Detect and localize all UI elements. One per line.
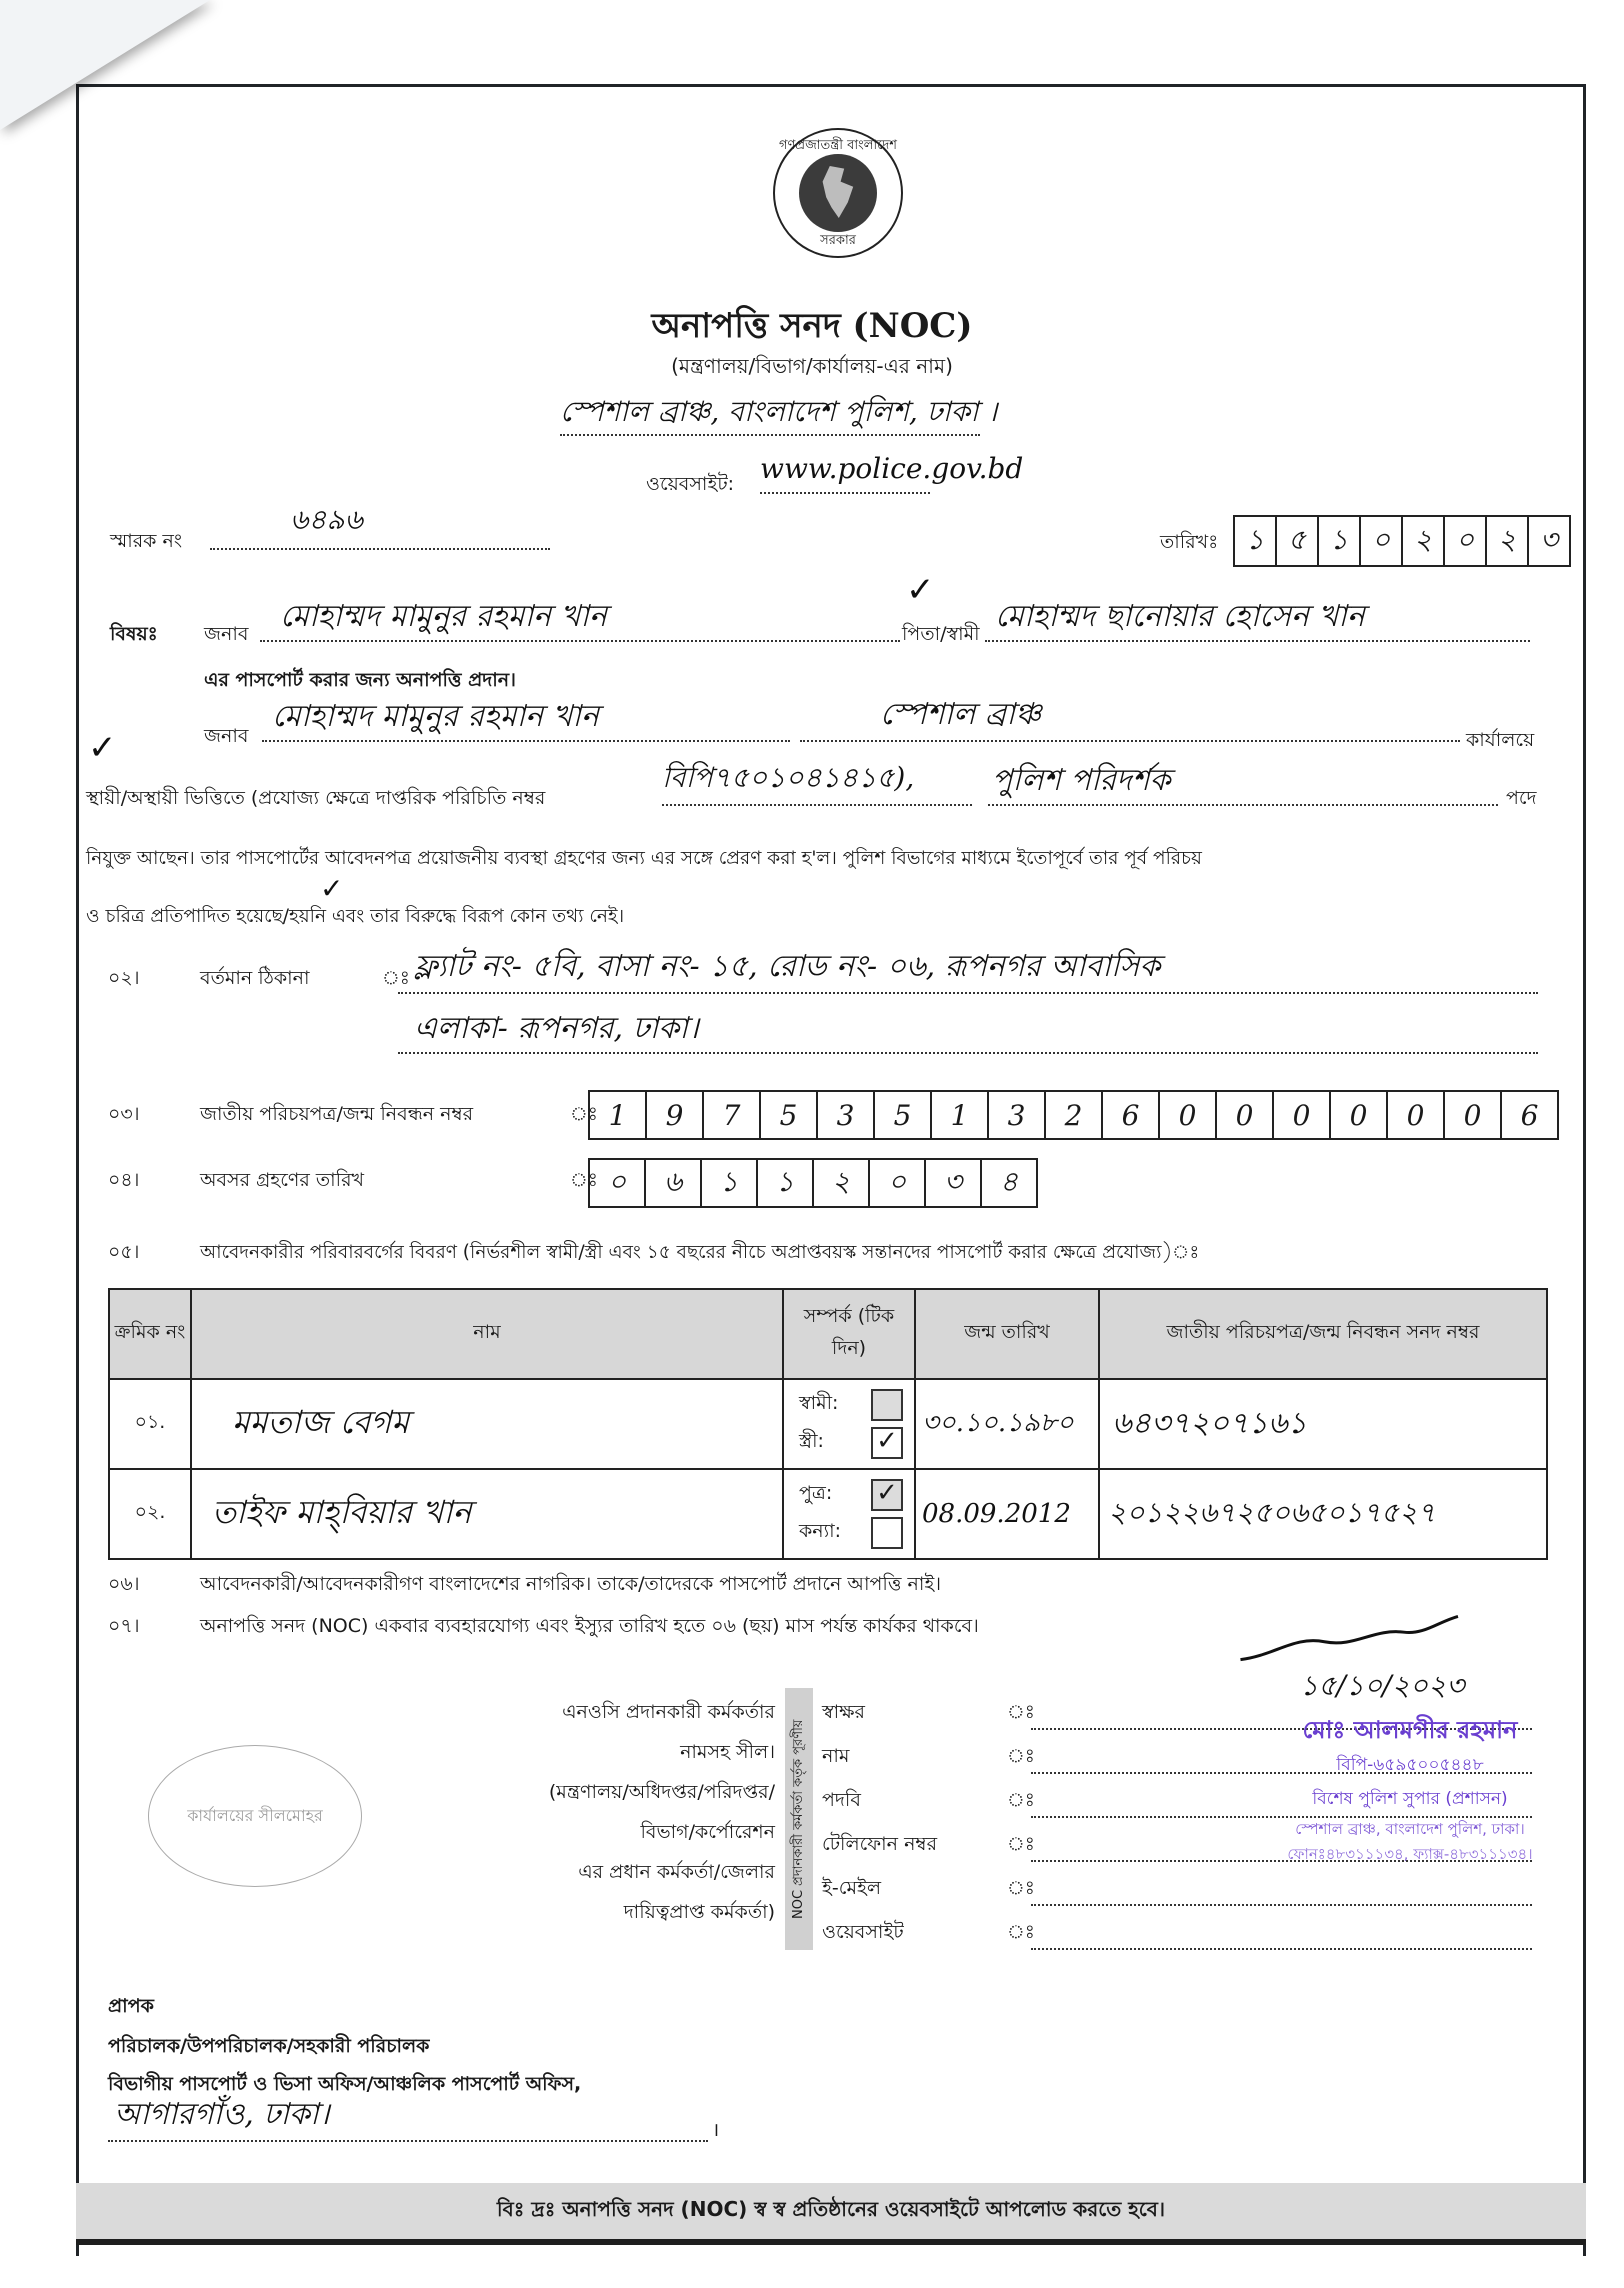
signatory-field-row — [822, 1862, 1542, 1906]
date-label: তারিখঃ — [1160, 531, 1219, 553]
footer-note — [76, 2183, 1586, 2245]
footer-text: বিঃ দ্রঃ অনাপত্তি সনদ (NOC) স্ব স্ব প্রতিষ্ঠানের ওয়েবসাইটে আপলোড করতে হবে। — [496, 2196, 1166, 2221]
office-seal-text: কার্যালয়ের সীলমোহর — [187, 1805, 323, 1825]
nid-colon: ঃ — [570, 1103, 598, 1125]
father-name-field — [985, 600, 1530, 642]
note-7-text: অনাপত্তি সনদ (NOC) একবার ব্যবহারযোগ্য এবং ইস্যুর তারিখ হতে ০৬ (ছয়) মাস পর্যন্ত কার্যকর থাকবে। — [200, 1615, 979, 1637]
signatory-field-input[interactable] — [1031, 1928, 1532, 1950]
nid-label: জাতীয় পরিচয়পত্র/জন্ম নিবন্ধন নম্বর — [200, 1103, 474, 1125]
designation-field — [988, 763, 1498, 806]
family-label: আবেদনকারীর পরিবারবর্গের বিবরণ (নির্ভরশীল স্বামী/স্ত্রী এবং ১৫ বছরের নীচে অপ্রাপ্তবয়স্ক সন্তানদের পাসপোর্ট করার ক্ষেত্রে প্রযোজ্য)ঃ — [200, 1242, 1200, 1263]
applicant-name-field — [260, 600, 900, 642]
address-line1-field — [398, 949, 1538, 994]
check-mark-icon: ✓ — [88, 728, 117, 768]
address-line1: ফ্ল্যাট নং- ৫বি, বাসা নং- ১৫, রোড নং- ০৬, রূপনগর আবাসিক — [414, 949, 1161, 984]
row-dob: 08.09.2012 — [915, 1469, 1099, 1559]
digit-box: 0 — [1217, 1092, 1274, 1138]
table-row — [109, 1379, 1547, 1469]
officer-name: মোহাম্মদ মামুনুর রহমান খান — [272, 699, 599, 734]
signatory-field-colon: ঃ — [1007, 1701, 1035, 1723]
note-7-number: ০৭। — [108, 1615, 140, 1637]
memo-field — [210, 503, 550, 550]
officer-stamp — [1210, 1712, 1610, 1868]
digit-box: 6 — [1520, 1098, 1539, 1132]
digit-box: ২ — [1403, 517, 1445, 565]
row-id: ২০১২২৬৭২৫০৬৫০১৭৫২৭ — [1099, 1469, 1547, 1559]
signatory-field-colon: ঃ — [1007, 1745, 1035, 1767]
stamp-phone: ফোনঃ৪৮৩১১১৩৪, ফ্যাক্স-৪৮৩১১১৩৪। — [1287, 1845, 1533, 1863]
father-name: মোহাম্মদ ছানোয়ার হোসেন খান — [995, 599, 1365, 634]
digit-box: 0 — [1274, 1092, 1331, 1138]
digit-box: ৬ — [646, 1160, 702, 1206]
office-suffix: কার্যালয়ে — [1466, 729, 1535, 751]
digit-box: 0 — [1160, 1092, 1217, 1138]
signatory-field-label: পদবি — [822, 1789, 861, 1811]
digit-box: 6 — [1103, 1092, 1160, 1138]
signatory-line: বিভাগ/কর্পোরেশন — [640, 1821, 775, 1843]
address-line2-field — [398, 1012, 1538, 1054]
digit-box: ২ — [1487, 517, 1529, 565]
subject-janab-label: জনাব — [204, 623, 249, 645]
digit-box: 1 — [932, 1092, 989, 1138]
table-row — [109, 1469, 1547, 1559]
address-number: ০২। — [108, 967, 140, 989]
body-paragraph-2: ও চরিত্র প্রতিপাদিত হয়েছে/হয়নি এবং তার বিরুদ্ধে বিরূপ কোন তথ্য নেই। — [86, 906, 625, 927]
relation-label: স্বামী: — [799, 1392, 839, 1414]
check-mark-icon: ✓ — [906, 570, 935, 610]
relation-label: কন্যা: — [799, 1520, 842, 1542]
digit-box: ৩ — [1539, 522, 1559, 556]
nid-number: ০৩। — [108, 1103, 140, 1125]
stamp-office: স্পেশাল ব্রাঞ্চ, বাংলাদেশ পুলিশ, ঢাকা। — [1295, 1820, 1525, 1838]
signatory-field-row — [822, 1906, 1542, 1950]
recipient-line1: পরিচালক/উপপরিচালক/সহকারী পরিচালক — [108, 2035, 430, 2057]
col-relation: সম্পর্ক (টিক দিন) — [783, 1289, 915, 1379]
digit-box: 1 — [590, 1092, 647, 1138]
id-prefix-label: স্থায়ী/অস্থায়ী ভিত্তিতে (প্রযোজ্য ক্ষেত্রে দাপ্তরিক পরিচিতি নম্বর — [86, 787, 546, 809]
relation-label: স্ত্রী: — [799, 1430, 824, 1452]
col-id: জাতীয় পরিচয়পত্র/জন্ম নিবন্ধন সনদ নম্বর — [1099, 1289, 1547, 1379]
recipient-line3-field — [108, 2097, 708, 2142]
recipient-line3: আগারগাঁও, ঢাকা। — [114, 2097, 330, 2132]
signatory-field-label: ই-মেইল — [822, 1877, 882, 1899]
signatory-field-colon: ঃ — [1007, 1833, 1035, 1855]
page-title: অনাপত্তি সনদ (NOC) — [651, 306, 973, 346]
subject-line2: এর পাসপোর্ট করার জন্য অনাপত্তি প্রদান। — [204, 669, 516, 691]
digit-box: 3 — [818, 1092, 875, 1138]
relation-label: পুত্র: — [799, 1482, 833, 1504]
body-janab-label: জনাব — [204, 725, 249, 747]
digit-box: ০ — [870, 1160, 926, 1206]
subject-label: বিষয়ঃ — [110, 623, 158, 645]
retire-label: অবসর গ্রহণের তারিখ — [200, 1169, 365, 1191]
signature-date: ১৫/১০/২০২৩ — [1300, 1669, 1465, 1702]
nid-boxes — [588, 1090, 1559, 1140]
stamp-id: বিপি-৬৫৯৫০০৫৪৪৮ — [1336, 1755, 1484, 1775]
address-label: বর্তমান ঠিকানা — [200, 967, 310, 989]
digit-box: 0 — [1388, 1092, 1445, 1138]
applicant-name: মোহাম্মদ মামুনুর রহমান খান — [280, 599, 607, 634]
office-name-field — [560, 390, 998, 436]
digit-box: ১ — [1235, 517, 1277, 565]
page-subtitle: (মন্ত্রণালয়/বিভাগ/কার্যালয়-এর নাম) — [671, 354, 953, 378]
seal-emblem — [799, 154, 877, 232]
bangladesh-map-icon — [819, 166, 855, 218]
relation-checkbox[interactable] — [871, 1517, 903, 1549]
stamp-name: মোঃ আলমগীর রহমান — [1302, 1716, 1518, 1744]
signatory-field-colon: ঃ — [1007, 1789, 1035, 1811]
seal-top-text: গণপ্রজাতন্ত্রী বাংলাদেশ — [779, 138, 897, 153]
office-value: স্পেশাল ব্রাঞ্চ — [880, 697, 1042, 732]
recipient-label: প্রাপক — [108, 1995, 154, 2017]
signatory-field-colon: ঃ — [1007, 1921, 1035, 1943]
digit-box: ০ — [590, 1160, 646, 1206]
relation-checkbox[interactable] — [871, 1389, 903, 1421]
digit-box: ১ — [1319, 517, 1361, 565]
col-dob: জন্ম তারিখ — [915, 1289, 1099, 1379]
row-relation — [783, 1379, 915, 1469]
official-id-value: বিপি৭৫০১০৪১৪১৫), — [662, 761, 915, 794]
retirement-date-boxes — [588, 1158, 1038, 1208]
office-field — [800, 697, 1460, 742]
officer-name-field — [262, 700, 790, 742]
row-relation — [783, 1469, 915, 1559]
recipient-end: । — [712, 2119, 720, 2141]
row-name: মমতাজ বেগম — [191, 1379, 783, 1469]
designation-suffix: পদে — [1506, 787, 1537, 809]
signatory-line: (মন্ত্রণালয়/অধিদপ্তর/পরিদপ্তর/ — [548, 1781, 775, 1803]
digit-box: 7 — [704, 1092, 761, 1138]
official-id-field — [662, 761, 972, 806]
digit-box: 5 — [761, 1092, 818, 1138]
signatory-field-label: স্বাক্ষর — [822, 1701, 865, 1723]
signatory-field-colon: ঃ — [1007, 1877, 1035, 1899]
address-colon: ঃ — [382, 967, 410, 989]
note-6-text: আবেদনকারী/আবেদনকারীগণ বাংলাদেশের নাগরিক। তাকে/তাদেরকে পাসপোর্ট প্রদানে আপত্তি নাই। — [200, 1573, 942, 1595]
website-field — [760, 452, 1024, 494]
signatory-line: এর প্রধান কর্মকর্তা/জেলার — [578, 1861, 775, 1883]
memo-value: ৬৪৯৬ — [290, 503, 363, 536]
digit-box: 9 — [647, 1092, 704, 1138]
folded-corner — [0, 0, 210, 130]
office-seal-placeholder — [148, 1745, 362, 1887]
digit-box: ০ — [1445, 517, 1487, 565]
row-dob: ৩০.১০.১৯৮০ — [915, 1379, 1099, 1469]
row-id: ৬৪৩৭২০৭১৬১ — [1099, 1379, 1547, 1469]
digit-box: 3 — [989, 1092, 1046, 1138]
body-paragraph-1: নিযুক্ত আছেন। তার পাসপোর্টের আবেদনপত্র প্রয়োজনীয় ব্যবস্থা গ্রহণের জন্য এর সঙ্গে প্রেরণ করা হ'ল। পুলিশ বিভাগের মাধ্যমে ইতোপূর্বে তার পূর্ব পরিচয় — [86, 848, 1202, 869]
digit-box: ০ — [1361, 517, 1403, 565]
retire-colon: ঃ — [570, 1169, 598, 1191]
col-serial: ক্রমিক নং — [109, 1289, 191, 1379]
father-label: পিতা/স্বামী — [902, 623, 980, 645]
family-number: ০৫। — [108, 1241, 140, 1263]
digit-box: 2 — [1046, 1092, 1103, 1138]
memo-label: স্মারক নং — [110, 530, 183, 552]
row-name: তাইফ মাহ্‌বিয়ার খান — [191, 1469, 783, 1559]
relation-checkbox[interactable]: ✓ — [871, 1427, 903, 1459]
signatory-field-label: ওয়েবসাইট — [822, 1921, 904, 1943]
signatory-line: দায়িত্বপ্রাপ্ত কর্মকর্তা) — [623, 1901, 775, 1923]
retire-number: ০৪। — [108, 1169, 140, 1191]
check-mark-icon: ✓ — [320, 872, 344, 905]
family-table-header — [109, 1289, 1547, 1379]
date-boxes — [1233, 515, 1571, 567]
digit-box: ১ — [758, 1160, 814, 1206]
signatory-line: এনওসি প্রদানকারী কর্মকর্তার — [562, 1701, 775, 1723]
family-table — [108, 1288, 1548, 1560]
website-label: ওয়েবসাইট: — [646, 473, 735, 495]
col-name: নাম — [191, 1289, 783, 1379]
signatory-field-label: নাম — [822, 1745, 850, 1767]
relation-checkbox[interactable]: ✓ — [871, 1479, 903, 1511]
digit-box: ২ — [814, 1160, 870, 1206]
note-6-number: ০৬। — [108, 1573, 140, 1595]
government-seal — [773, 128, 903, 258]
digit-box: ১ — [702, 1160, 758, 1206]
signatory-field-label: টেলিফোন নম্বর — [822, 1833, 938, 1855]
designation-value: পুলিশ পরিদর্শক — [992, 763, 1171, 798]
row-serial: ০২. — [109, 1469, 191, 1559]
digit-box: ৩ — [926, 1160, 982, 1206]
digit-box: 0 — [1445, 1092, 1502, 1138]
signatory-line: নামসহ সীল। — [680, 1741, 775, 1763]
website-value: www.police.gov.bd — [760, 452, 1024, 485]
digit-box: 0 — [1331, 1092, 1388, 1138]
signatory-description — [420, 1692, 775, 1932]
digit-box: ৫ — [1277, 517, 1319, 565]
seal-bottom-text: সরকার — [820, 233, 856, 248]
office-name-value: স্পেশাল ব্রাঞ্চ, বাংলাদেশ পুলিশ, ঢাকা । — [560, 395, 998, 428]
address-line2: এলাকা- রূপনগর, ঢাকা। — [414, 1011, 699, 1046]
recipient-line2: বিভাগীয় পাসপোর্ট ও ভিসা অফিস/আঞ্চলিক পাসপোর্ট অফিস, — [108, 2073, 582, 2095]
signatory-field-input[interactable] — [1031, 1884, 1532, 1906]
vertical-band-label: NOC প্রদানকারী কর্মকর্তা কর্তৃক পূরণীয় — [785, 1688, 813, 1950]
digit-box: 5 — [875, 1092, 932, 1138]
row-serial: ০১. — [109, 1379, 191, 1469]
digit-box: ৪ — [999, 1164, 1019, 1198]
stamp-designation: বিশেষ পুলিশ সুপার (প্রশাসন) — [1312, 1789, 1508, 1809]
